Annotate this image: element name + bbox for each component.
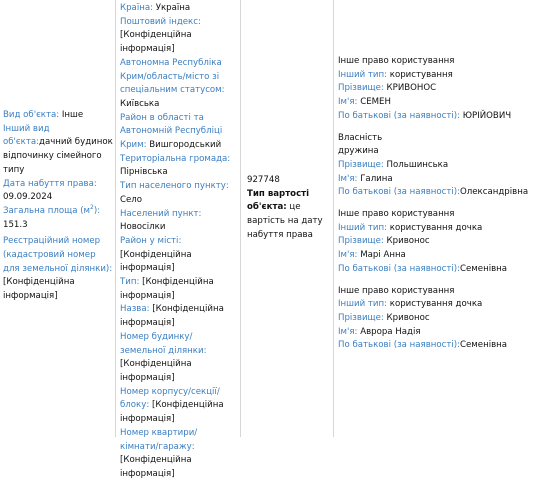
value-cell (247, 174, 335, 243)
right-type: Інше право користування (338, 56, 455, 66)
district-value: Вишгородський (149, 140, 222, 151)
surname-value: Польшинська (386, 159, 449, 170)
apartment-number-value: [Конфіденційна інформація] (120, 455, 192, 479)
patronymic-label: По батькові (за наявності): (338, 263, 461, 274)
community-value: Пірнівська (120, 167, 168, 178)
patronymic-value: Семенівна (460, 340, 508, 351)
surname-value: Кривонос (386, 236, 430, 247)
value-amount: 927748 (247, 175, 280, 185)
object-info-cell (3, 109, 113, 304)
region-label: Автономна Республіка Крим/область/місто зі спеціальним статусом: (120, 57, 225, 96)
other-type-value: користування дочка (389, 222, 483, 233)
block-number-label: Номер корпусу/секції/блоку: (120, 386, 220, 411)
name-label: Ім'я: (338, 250, 358, 261)
total-area-value: 151.3 (3, 219, 28, 230)
other-type-value: користування (389, 69, 453, 80)
address-cell (120, 2, 234, 482)
rights-owner-entry (338, 132, 538, 201)
settlement-label: Населений пункт: (120, 208, 202, 219)
street-type-label: Тип: (120, 277, 140, 288)
settlement-type-value: Село (120, 194, 143, 205)
postal-code-value: [Конфіденційна інформація] (120, 30, 192, 55)
name-value: Аврора Надія (360, 326, 421, 337)
patronymic-value: Олександрівна (460, 187, 529, 198)
name-label: Ім'я: (338, 97, 358, 108)
value-type-value: це вартість на дату набуття права (247, 202, 323, 240)
country-label: Країна: (120, 3, 153, 13)
surname-label: Прізвище: (338, 312, 384, 323)
rights-owner-entry (338, 208, 538, 277)
settlement-value: Новосілки (120, 222, 166, 233)
patronymic-label: По батькові (за наявності): (338, 340, 461, 351)
total-area-label: Загальна площа $(м^2)$: (3, 204, 101, 216)
object-type-label: Вид об'єкта: (3, 110, 60, 120)
name-value: Галина (360, 173, 393, 184)
country-value: Україна (155, 3, 191, 13)
name-label: Ім'я: (338, 173, 358, 184)
street-name-label: Назва: (120, 304, 150, 315)
patronymic-label: По батькові (за наявності): (338, 110, 461, 121)
value-type-label: Тип вартості об'єкта: (247, 188, 310, 213)
surname-label: Прізвище: (338, 83, 384, 94)
settlement-type-label: Тип населеного пункту: (120, 181, 229, 192)
apartment-number-label: Номер квартири/кімнати/гаражу: (120, 427, 198, 452)
other-type-value: користування дочка (389, 299, 483, 310)
acquisition-date-value: 09.09.2024 (3, 192, 53, 203)
surname-label: Прізвище: (338, 236, 384, 247)
city-district-value: [Конфіденційна інформація] (120, 249, 192, 274)
registration-number-label: Реєстраційний номер (кадастровий номер для земельної ділянки): (3, 236, 113, 274)
block-number-value: [Конфіденційна інформація] (120, 400, 224, 425)
column-divider (240, 0, 241, 437)
city-district-label: Район у місті: (120, 235, 182, 246)
street-name-value: [Конфіденційна інформація] (120, 304, 224, 329)
right-type: Інше право користування (338, 285, 455, 296)
other-type-label: Інший тип: (338, 69, 388, 80)
district-label: Район в області та Автономній Республіці Крим: (120, 112, 223, 151)
street-type-value: [Конфіденційна інформація] (120, 277, 214, 301)
object-other-type-value: дачний будинок відпочинку сімейного типу (3, 137, 113, 175)
other-type-value: дружина (338, 146, 379, 157)
patronymic-value: ЮРІЙОВИЧ (462, 110, 512, 121)
rights-owner-entry (338, 285, 538, 354)
name-value: Марі Анна (360, 250, 406, 261)
other-type-label: Інший тип: (338, 222, 388, 233)
name-value: СЕМЕН (360, 97, 391, 108)
right-type: Інше право користування (338, 209, 455, 220)
surname-label: Прізвище: (338, 159, 384, 170)
object-type-value: Інше (61, 110, 84, 120)
surname-value: КРИВОНОС (386, 83, 437, 94)
community-label: Територіальна громада: (120, 153, 231, 164)
rights-owner-entry (338, 55, 538, 124)
region-value: Київська (120, 98, 160, 109)
right-type: Власність (338, 132, 383, 143)
column-divider (115, 0, 116, 437)
patronymic-value: Семенівна (460, 263, 508, 274)
name-label: Ім'я: (338, 326, 358, 337)
rights-cell (338, 55, 538, 353)
acquisition-date-label: Дата набуття права: (3, 178, 97, 189)
building-number-label: Номер будинку/земельної ділянки: (120, 331, 207, 356)
other-type-label: Інший тип: (338, 299, 388, 310)
object-other-type-label: Інший вид об'єкта: (3, 123, 50, 148)
registration-number-value: [Конфіденційна інформація] (3, 277, 75, 302)
building-number-value: [Конфіденційна інформація] (120, 359, 192, 383)
patronymic-label: По батькові (за наявності): (338, 187, 461, 198)
surname-value: Кривонос (386, 312, 430, 323)
postal-code-label: Поштовий індекс: (120, 16, 201, 27)
